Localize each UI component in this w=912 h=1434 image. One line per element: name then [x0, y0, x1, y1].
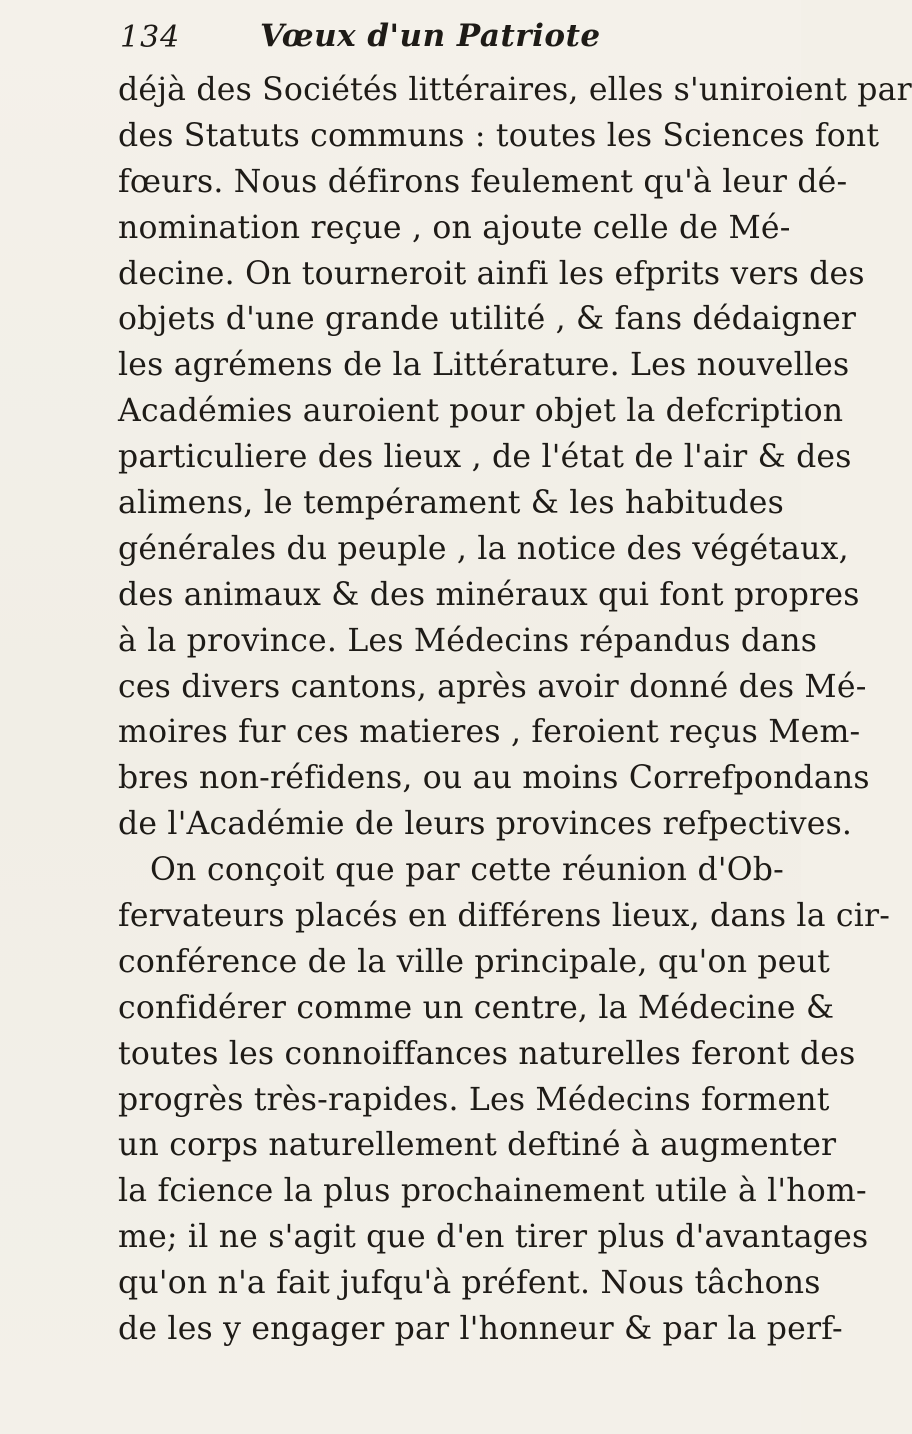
text-line: un corps naturellement deftiné à augmenter [118, 1127, 837, 1164]
text-line: objets d'une grande utilité , & fans dédaigner [118, 301, 857, 338]
text-line: progrès très-rapides. Les Médecins forment [118, 1081, 830, 1118]
text-line: déjà des Sociétés littéraires, elles s'uniroient par [118, 72, 912, 108]
body-text [118, 68, 912, 1353]
text-line: toutes les connoiffances naturelles feront des [118, 1035, 856, 1072]
text-line: la fcience la plus prochainement utile à l'hom- [118, 1173, 867, 1210]
text-line: de l'Académie de leurs provinces refpectives. [118, 806, 853, 843]
text-line: nomination reçue , on ajoute celle de Mé- [118, 209, 791, 246]
text-line: les agrémens de la Littérature. Les nouvelles [118, 347, 850, 384]
text-line-paragraph-start: On conçoit que par cette réunion d'Ob- [150, 852, 784, 889]
text-line: conférence de la ville principale, qu'on peut [118, 943, 830, 980]
running-title: Vœux d'un Patriote [260, 18, 601, 54]
page-header [120, 16, 780, 60]
text-line: ces divers cantons, après avoir donné des Mé- [118, 668, 867, 705]
text-line: bres non-réfidens, ou au moins Correfpondans [118, 760, 870, 797]
text-line: générales du peuple , la notice des végétaux, [118, 530, 849, 567]
text-line: moires fur ces matieres , feroient reçus Mem- [118, 714, 861, 751]
text-line: Académies auroient pour objet la defcription [118, 393, 844, 430]
text-line: des animaux & des minéraux qui font propres [118, 576, 860, 613]
text-line: de les y engager par l'honneur & par la perf- [118, 1311, 843, 1348]
text-line: me; il ne s'agit que d'en tirer plus d'avantages [118, 1219, 869, 1256]
text-line: fœurs. Nous défirons feulement qu'à leur dé- [118, 163, 848, 200]
text-line: particuliere des lieux , de l'état de l'air & des [118, 439, 852, 476]
text-line: alimens, le tempérament & les habitudes [118, 485, 784, 522]
text-line: decine. On tourneroit ainfi les efprits vers des [118, 255, 865, 292]
text-line: qu'on n'a fait jufqu'à préfent. Nous tâchons [118, 1265, 821, 1302]
text-line: confidérer comme un centre, la Médecine & [118, 989, 835, 1026]
text-line: fervateurs placés en différens lieux, dans la cir- [118, 898, 891, 935]
text-line: à la province. Les Médecins répandus dans [118, 622, 818, 659]
page-number: 134 [120, 20, 181, 55]
text-line: des Statuts communs : toutes les Sciences font [118, 117, 880, 154]
